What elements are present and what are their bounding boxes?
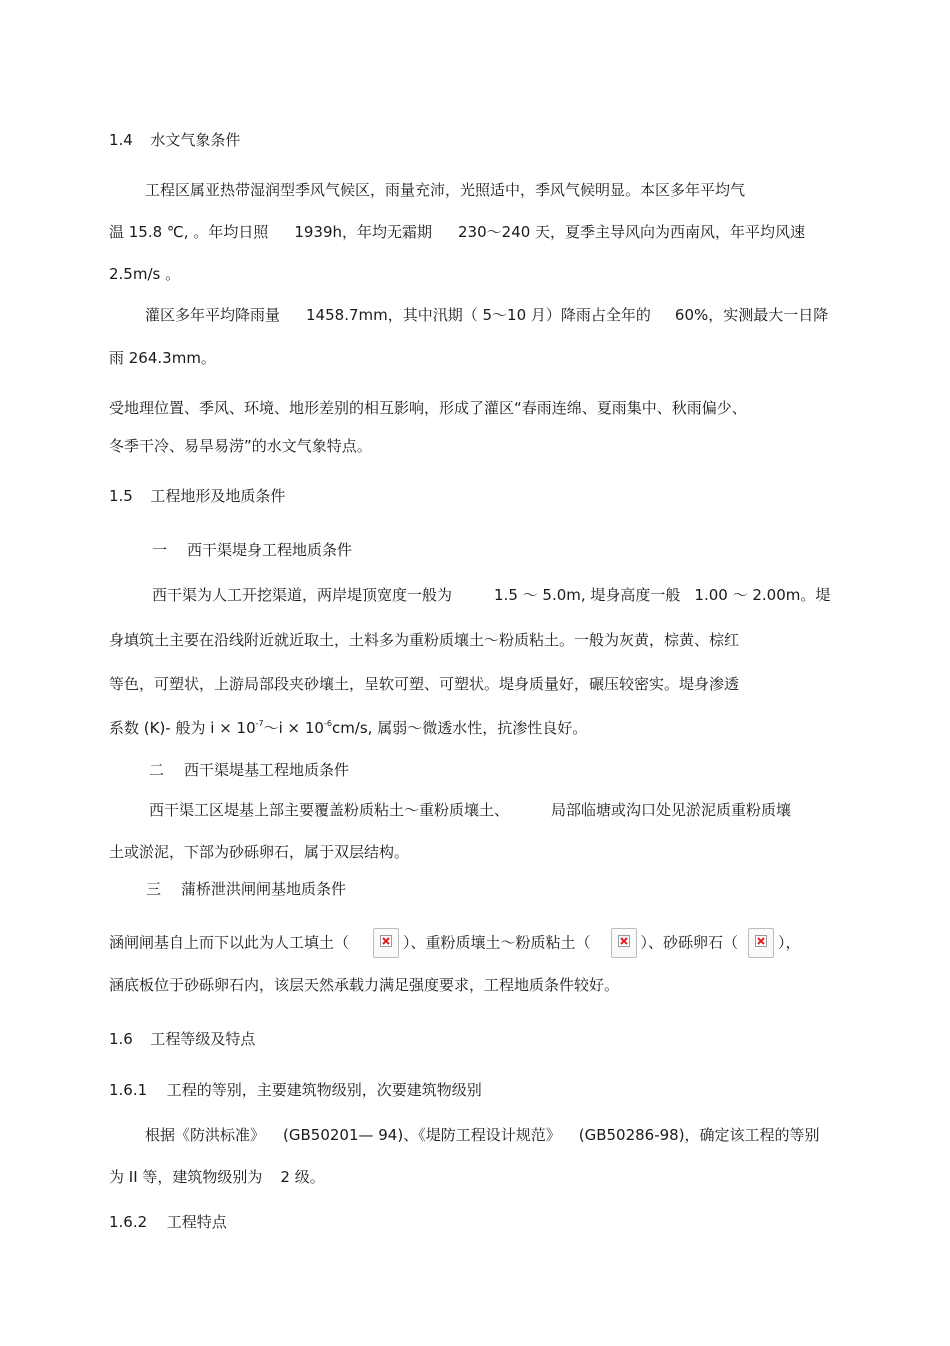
broken-image-icon: [373, 928, 399, 958]
section-number: 1.6: [109, 1030, 133, 1048]
section-heading-1-6: [109, 1029, 255, 1049]
section-heading-1-6-2: [109, 1212, 227, 1232]
section-heading-1-5: [109, 486, 285, 506]
climate-paragraph-line-3: 2.5m/s 。: [109, 265, 181, 283]
subsection-heading-3: [146, 879, 346, 899]
subsection-title: 西干渠堤身工程地质条件: [187, 541, 353, 559]
foundation-paragraph-line-2: 土或淤泥，下部为砂砾卵石，属于双层结构。: [109, 843, 410, 861]
subsection-heading-2: [149, 760, 349, 780]
embankment-paragraph-line-2: 身填筑土主要在沿线附近就近取土，土料多为重粉质壤土～粉质粘土。一般为灰黄，棕黄、棕红: [109, 631, 740, 649]
subsection-number: 二: [149, 761, 165, 779]
broken-image-icon: [748, 928, 774, 958]
section-number: 1.4: [109, 131, 133, 149]
sluice-paragraph-line-2: 涵底板位于砂砾卵石内，该层天然承载力满足强度要求，工程地质条件较好。: [109, 976, 620, 994]
section-title: 工程的等别，主要建筑物级别，次要建筑物级别: [166, 1081, 482, 1099]
embankment-paragraph-line-3: 等色，可塑状，上游局部段夹砂壤土，呈软可塑、可塑状。堤身质量好，碾压较密实。堤身渗透: [109, 675, 740, 693]
subsection-number: 一: [152, 541, 168, 559]
section-number: 1.6.1: [109, 1081, 148, 1099]
standards-paragraph-line-2: 为 II 等，建筑物级别为 2 级。: [109, 1168, 325, 1186]
broken-image-icon: [611, 928, 637, 958]
subsection-title: 西干渠堤基工程地质条件: [184, 761, 350, 779]
section-heading-1-4: [109, 130, 240, 150]
section-title: 工程等级及特点: [150, 1030, 256, 1048]
climate-features-line-2: 冬季干冷、易旱易涝”的水文气象特点。: [109, 437, 372, 455]
foundation-paragraph-line-1: 西干渠工区堤基上部主要覆盖粉质粘土～重粉质壤土、 局部临塘或沟口处见淤泥质重粉质壤: [149, 801, 792, 819]
subsection-number: 三: [146, 880, 162, 898]
embankment-paragraph-line-4: 系数 (K)- 般为 $i \times 10^{-7}\sim i \times 10^{-6}cm/s$, 属弱～微透水性，抗渗性良好。: [109, 719, 588, 737]
section-number: 1.5: [109, 487, 133, 505]
rainfall-paragraph-line-1: 灌区多年平均降雨量 1458.7mm，其中汛期（ 5～10 月）降雨占全年的 60%，实测最大一日降: [145, 306, 829, 324]
embankment-paragraph-line-1: 西干渠为人工开挖渠道，两岸堤顶宽度一般为 1.5 ～ 5.0m, 堤身高度一般 1.00 ～ 2.00m。堤: [152, 586, 831, 604]
standards-paragraph-line-1: 根据《防洪标准》 (GB50201— 94)、《堤防工程设计规范》 (GB50286-98)，确定该工程的等别: [145, 1126, 820, 1144]
section-title: 工程地形及地质条件: [150, 487, 286, 505]
sluice-paragraph-line-1: 涵闸闸基自上而下以此为人工填土（ ）、重粉质壤土～粉质粘土（ ）、砂砾卵石（ ），: [109, 928, 801, 958]
section-heading-1-6-1: [109, 1080, 482, 1100]
subsection-heading-1: [152, 540, 352, 560]
subsection-title: 蒲桥泄洪闸闸基地质条件: [181, 880, 347, 898]
section-title: 水文气象条件: [150, 131, 241, 149]
climate-paragraph-line-1: 工程区属亚热带湿润型季风气候区，雨量充沛，光照适中，季风气候明显。本区多年平均气: [145, 181, 746, 199]
climate-features-line-1: 受地理位置、季风、环境、地形差别的相互影响，形成了灌区“春雨连绵、夏雨集中、秋雨偏少、: [109, 399, 747, 417]
section-number: 1.6.2: [109, 1213, 148, 1231]
rainfall-paragraph-line-2: 雨 264.3mm。: [109, 349, 216, 367]
section-title: 工程特点: [166, 1213, 227, 1231]
climate-paragraph-line-2: 温 15.8 ℃, 。年均日照 1939h，年均无霜期 230～240 天，夏季主导风向为西南风，年平均风速: [109, 223, 806, 241]
